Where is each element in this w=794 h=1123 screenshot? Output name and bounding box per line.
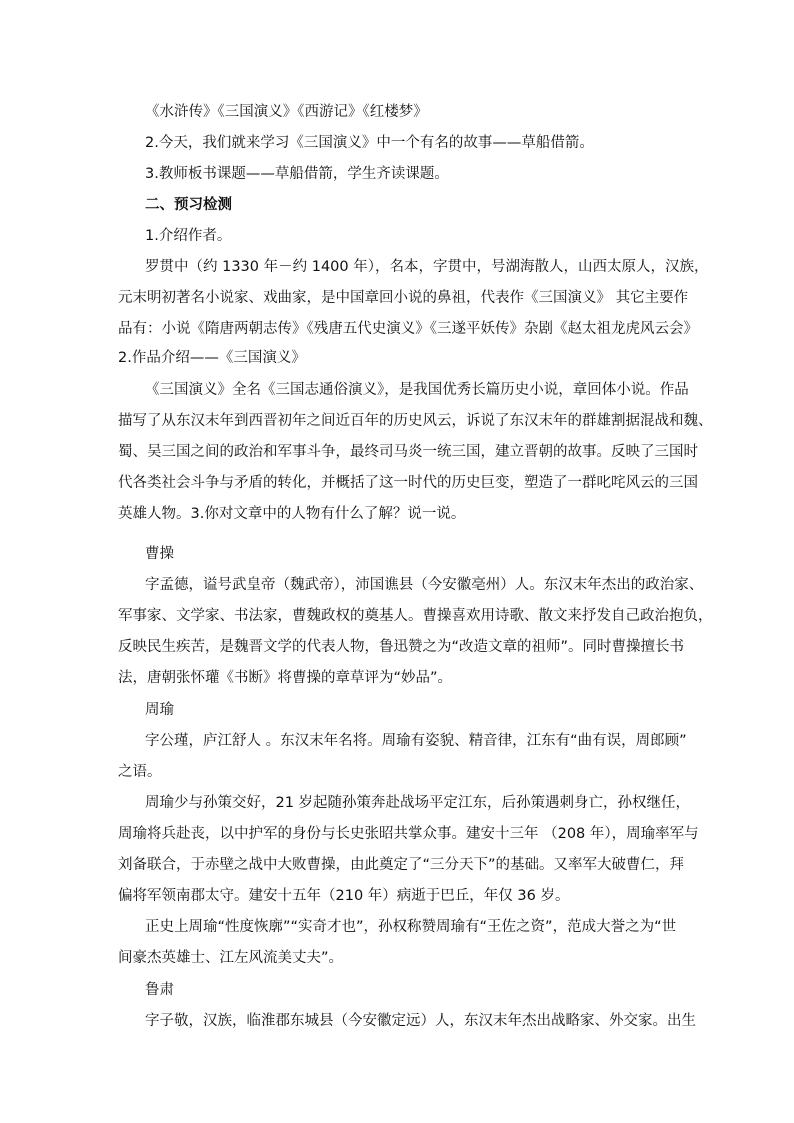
item-work-heading: 2.作品介绍——《三国演义》: [118, 350, 306, 366]
intro-novels-line: 《水浒传》《三国演义》《西游记》《红楼梦》: [145, 104, 428, 120]
author-paragraph-line: 元末明初著名小说家、戏曲家，是中国章回小说的鼻祖，代表作《三国演义》 其它主要作: [118, 290, 689, 306]
intro-step-3: 3.教师板书课题——草船借箭，学生齐读课题。: [145, 166, 449, 182]
zhouyu-paragraph-line: 周瑜将兵赴丧，以中护军的身份与长史张昭共掌众事。建安十三年 （208 年），周瑜率军与: [118, 826, 699, 842]
caocao-paragraph-line: 反映民生疾苦，是魏晋文学的代表人物，鲁迅赞之为“改造文章的祖师”。同时曹操擅长书: [118, 639, 685, 655]
caocao-paragraph-line: 字孟德，谥号武皇帝（魏武帝），沛国谯县（今安徽亳州）人。东汉末年杰出的政治家、: [145, 577, 704, 593]
author-paragraph-line: 品有：小说《隋唐两朝志传》《残唐五代史演义》《三遂平妖传》杂剧《赵太祖龙虎风云会》: [118, 321, 698, 337]
author-paragraph-line: 罗贯中（约 1330 年－约 1400 年），名本，字贯中，号湖海散人，山西太原人，汉族，: [145, 259, 709, 275]
work-paragraph-line: 描写了从东汉末年到西晋初年之间近百年的历史风云，诉说了东汉末年的群雄割据混战和魏、: [118, 413, 713, 429]
zhouyu-paragraph-line: 正史上周瑜“性度恢廓”“实奇才也”，孙权称赞周瑜有“王佐之资”，范成大誉之为“世: [145, 919, 677, 935]
work-paragraph-line: 英雄人物。3.你对文章中的人物有什么了解？说一说。: [118, 506, 466, 522]
work-paragraph-line: 蜀、吴三国之间的政治和军事斗争，最终司马炎一统三国，建立晋朝的故事。反映了三国时: [118, 444, 698, 460]
zhouyu-paragraph-line: 之语。: [118, 764, 162, 780]
item-author-heading: 1.介绍作者。: [145, 228, 232, 244]
work-paragraph-line: 《三国演义》全名《三国志通俗演义》，是我国优秀长篇历史小说，章回体小说。作品: [145, 382, 689, 398]
work-paragraph-line: 代各类社会斗争与矛盾的转化，并概括了这一时代的历史巨变，塑造了一群叱咤风云的三国: [118, 475, 698, 491]
section-heading-preview: 二、预习检测: [145, 197, 232, 213]
caocao-paragraph-line: 法，唐朝张怀瓘《书断》将曹操的章草评为“妙品”。: [118, 670, 453, 686]
character-name-lusu: 鲁肃: [145, 982, 174, 998]
zhouyu-paragraph-line: 间豪杰英雄士、江左风流美丈夫”。: [118, 950, 344, 966]
caocao-paragraph-line: 军事家、文学家、书法家，曹魏政权的奠基人。曹操喜欢用诗歌、散文来抒发自己政治抱负，: [118, 608, 713, 624]
character-name-zhouyu: 周瑜: [145, 702, 174, 718]
zhouyu-paragraph-line: 字公瑾，庐江舒人 。东汉末年名将。周瑜有姿貌、精音律，江东有“曲有误，周郎顾”: [145, 733, 687, 749]
zhouyu-paragraph-line: 周瑜少与孙策交好，21 岁起随孙策奔赴战场平定江东，后孙策遇刺身亡，孙权继任，: [145, 795, 691, 811]
lusu-paragraph-line: 字子敬，汉族，临淮郡东城县（今安徽定远）人，东汉末年杰出战略家、外交家。出生: [145, 1013, 696, 1029]
intro-step-2: 2.今天，我们就来学习《三国演义》中一个有名的故事——草船借箭。: [145, 135, 594, 151]
zhouyu-paragraph-line: 偏将军领南郡太守。建安十五年（210 年）病逝于巴丘，年仅 36 岁。: [118, 888, 570, 904]
zhouyu-paragraph-line: 刘备联合，于赤壁之战中大败曹操，由此奠定了“三分天下”的基础。又率军大破曹仁，拜: [118, 857, 685, 873]
character-name-caocao: 曹操: [145, 546, 174, 562]
